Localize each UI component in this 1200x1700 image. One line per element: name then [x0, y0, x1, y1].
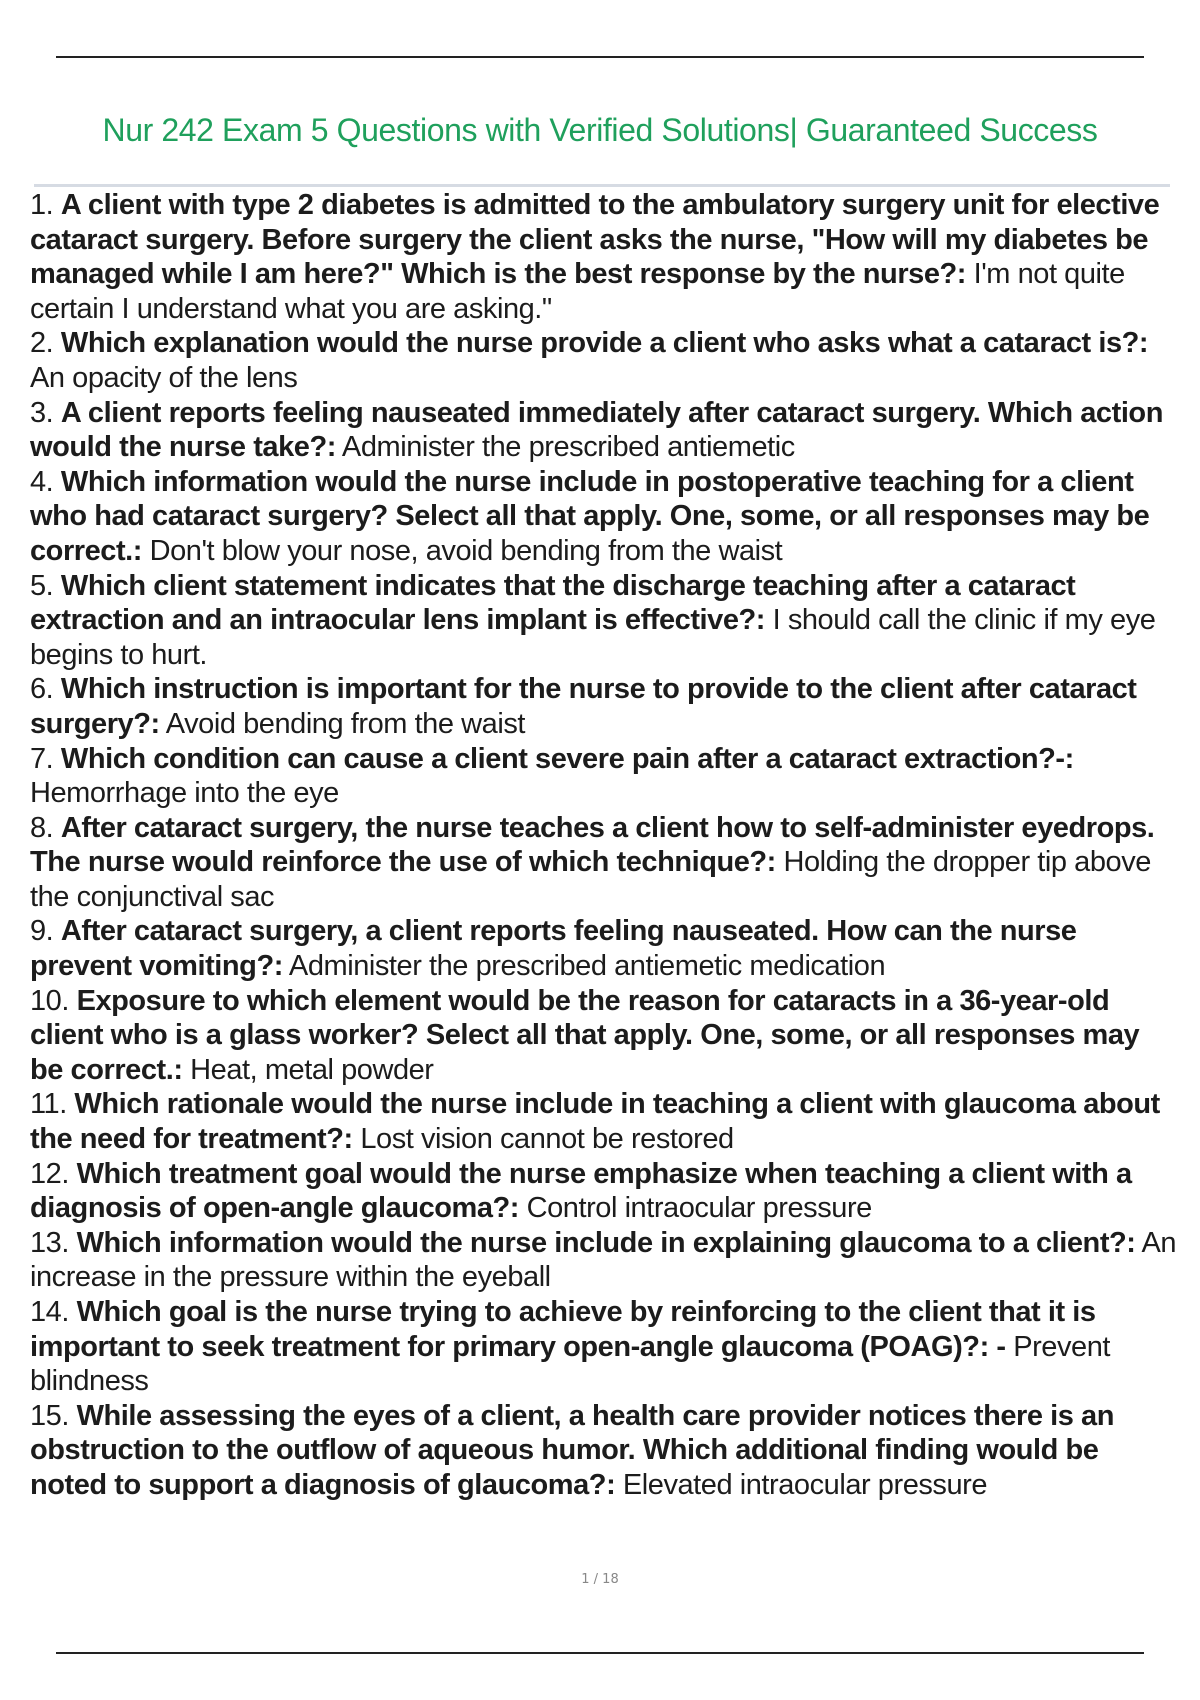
answer-text: Hemorrhage into the eye — [30, 777, 339, 810]
list-item — [30, 811, 1178, 915]
list-item — [30, 569, 1178, 673]
question-number: 11. — [30, 1088, 75, 1121]
question-list — [30, 188, 1178, 1503]
question-number: 10. — [30, 984, 77, 1017]
answer-text: Elevated intraocular pressure — [615, 1468, 988, 1501]
list-item — [30, 1087, 1178, 1156]
question-text: Which treatment goal would the nurse emphasize when teaching a client with a diagnosis of open-angle glaucoma?: — [30, 1157, 1132, 1225]
list-item — [30, 672, 1178, 741]
question-text: Which explanation would the nurse provide a client who asks what a cataract is?: — [60, 327, 1149, 360]
question-text: While assessing the eyes of a client, a health care provider notices there is an obstruction to the outflow of aqueous humor. Which additional finding would be noted to support a diagnosis of glaucoma?: — [30, 1399, 1114, 1501]
list-item — [30, 326, 1178, 395]
answer-text: Administer the prescribed antiemetic medication — [282, 950, 886, 983]
answer-text: Avoid bending from the waist — [159, 707, 525, 740]
list-item — [30, 1399, 1178, 1503]
question-number: 13. — [30, 1226, 77, 1259]
question-number: 3. — [30, 396, 61, 429]
list-item — [30, 914, 1178, 983]
answer-text: Holding the dropper tip above the conjunctival sac — [30, 846, 1151, 913]
answer-text: Control intraocular pressure — [519, 1192, 872, 1225]
list-item — [30, 465, 1178, 569]
question-text: A client reports feeling nauseated immediately after cataract surgery. Which action would the nurse take?: — [30, 396, 1163, 464]
question-number: 8. — [30, 811, 61, 844]
list-item — [30, 742, 1178, 811]
title-underline — [34, 184, 1170, 187]
answer-text: An opacity of the lens — [30, 361, 298, 394]
question-text: After cataract surgery, a client reports feeling nauseated. How can the nurse prevent vomiting?: — [30, 915, 1077, 983]
question-text: Which information would the nurse include in explaining glaucoma to a client?: — [76, 1226, 1136, 1259]
question-number: 15. — [30, 1399, 77, 1432]
list-item — [30, 188, 1178, 326]
answer-text: I'm not quite certain I understand what you are asking." — [30, 258, 1125, 325]
document-title: Nur 242 Exam 5 Questions with Verified Solutions| Guaranteed Success — [102, 112, 1098, 148]
question-text: Which rationale would the nurse include in teaching a client with glaucoma about the need for treatment?: — [30, 1088, 1160, 1156]
question-number: 7. — [30, 742, 61, 775]
list-item — [30, 1226, 1178, 1295]
answer-text: Prevent blindness — [30, 1330, 1110, 1398]
answer-text: I should call the clinic if my eye begins to hurt. — [30, 604, 1156, 671]
top-rule — [56, 56, 1144, 58]
question-number: 12. — [30, 1157, 77, 1190]
page-number: 1 / 18 — [581, 1572, 619, 1587]
question-number: 14. — [30, 1296, 77, 1328]
question-text: Exposure to which element would be the reason for cataracts in a 36-year-old client who is a glass worker? Select all that apply. One, some, or all responses may be correct.: — [30, 984, 1140, 1086]
question-text: Which client statement indicates that the discharge teaching after a cataract extraction and an intraocular lens implant is effective?: — [30, 569, 1076, 637]
question-text: A client with type 2 diabetes is admitted to the ambulatory surgery unit for elective cataract surgery. Before surgery the client asks the nurse, "How will my diabetes be managed while I am here?" Which is the best response by the nurse?: — [30, 189, 1160, 291]
question-number: 6. — [30, 673, 61, 706]
question-number: 2. — [30, 327, 61, 360]
answer-text: Administer the prescribed antiemetic — [335, 431, 795, 464]
list-item — [30, 984, 1178, 1088]
question-number: 5. — [30, 569, 61, 602]
question-text: Which instruction is important for the nurse to provide to the client after cataract surgery?: — [30, 673, 1137, 740]
question-number: 1. — [30, 189, 61, 221]
question-number: 4. — [30, 465, 61, 498]
question-text: After cataract surgery, the nurse teaches a client how to self-administer eyedrops. The nurse would reinforce the use of which technique?: — [30, 811, 1155, 879]
list-item — [30, 396, 1178, 465]
list-item — [30, 1157, 1178, 1226]
answer-text: Don't blow your nose, avoid bending from the waist — [142, 534, 783, 567]
list-item — [30, 1295, 1178, 1399]
answer-text: Lost vision cannot be restored — [352, 1123, 734, 1156]
answer-text: Heat, metal powder — [182, 1053, 434, 1086]
question-number: 9. — [30, 915, 61, 948]
bottom-rule — [56, 1652, 1144, 1654]
question-text: Which condition can cause a client severe pain after a cataract extraction?-: — [60, 742, 1074, 775]
answer-text: An increase in the pressure within the eyeball — [30, 1226, 1177, 1294]
question-text: Which goal is the nurse trying to achieve by reinforcing to the client that it is important to seek treatment for primary open-angle glaucoma (POAG)?: - — [30, 1296, 1096, 1363]
question-text: Which information would the nurse include in postoperative teaching for a client who had cataract surgery? Select all that apply. One, some, or all responses may be correct.: — [30, 465, 1150, 567]
